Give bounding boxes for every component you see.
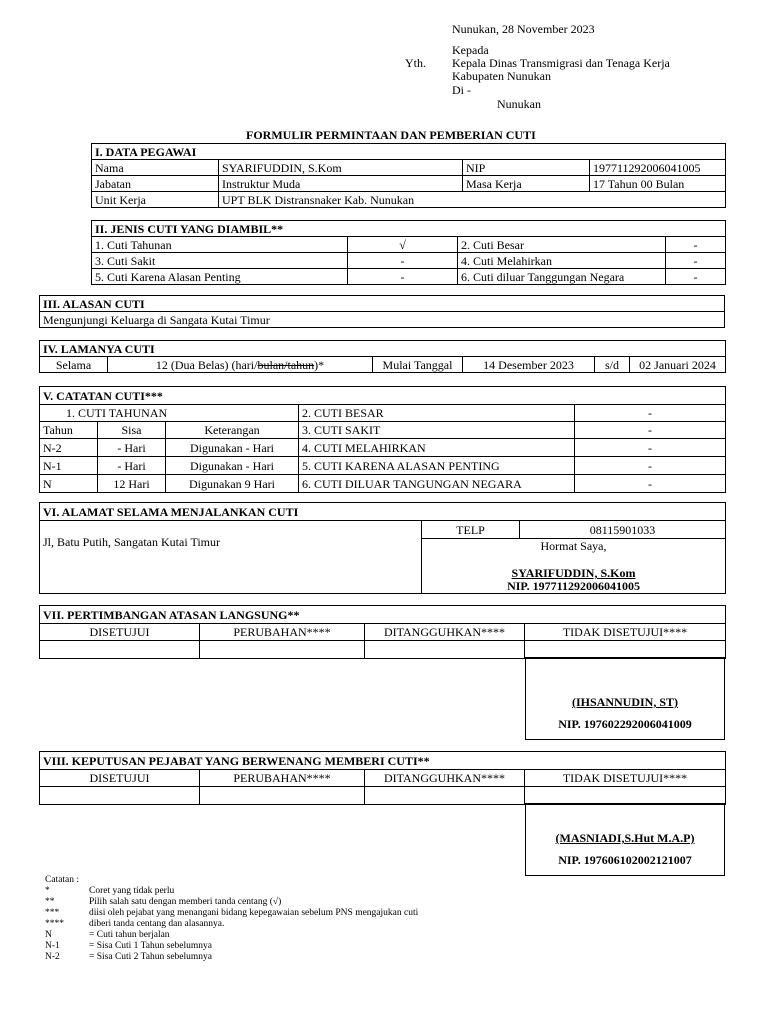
decision-cell[interactable] xyxy=(40,641,200,659)
applicant-nip: NIP. 197711292006041005 xyxy=(507,579,640,593)
yth-label: Yth. xyxy=(405,56,426,70)
leave-type-check[interactable]: - xyxy=(348,253,458,269)
note-text: Pilih salah satu dengan memberi tanda centang (√) xyxy=(89,897,282,907)
recipient-line1: Kepala Dinas Transmigrasi dan Tenaga Kerja xyxy=(452,56,670,70)
duration-value[interactable] xyxy=(108,357,373,373)
recipient-city: Nunukan xyxy=(497,97,541,111)
note-text: = Sisa Cuti 1 Tahun sebelumnya xyxy=(89,941,212,951)
keterangan-cell[interactable]: Digunakan - Hari xyxy=(166,457,299,475)
other-leave-label: 5. CUTI KARENA ALASAN PENTING xyxy=(299,457,575,475)
section-keputusan xyxy=(39,751,726,805)
note-key: N-1 xyxy=(45,941,60,951)
note-item xyxy=(45,908,418,919)
duration-strike: bulan/tahun xyxy=(257,357,315,372)
start-date[interactable]: 14 Desember 2023 xyxy=(463,357,595,373)
section6-header: VI. ALAMAT SELAMA MENJALANKAN CUTI xyxy=(40,503,726,521)
note-text: diisi oleh pejabat yang menangani bidang kepegawaian sebelum PNS mengajukan cuti xyxy=(89,908,419,918)
leave-type-label: 5. Cuti Karena Alasan Penting xyxy=(92,269,348,285)
place-date: Nunukan, 28 November 2023 xyxy=(452,22,595,36)
telp-value[interactable]: 08115901033 xyxy=(520,521,726,539)
decision-cell[interactable] xyxy=(40,787,200,805)
note-item xyxy=(45,886,418,897)
other-leave-label: 6. CUTI DILUAR TANGUNGAN NEGARA xyxy=(299,475,575,493)
leave-type-check[interactable]: - xyxy=(348,269,458,285)
note-item xyxy=(45,919,418,930)
other-leave-value[interactable]: - xyxy=(575,475,726,493)
note-text: diberi tanda centang dan alasannya. xyxy=(89,919,225,929)
leave-type-label: 6. Cuti diluar Tanggungan Negara xyxy=(458,269,666,285)
sisa-cell[interactable]: - Hari xyxy=(98,439,166,457)
official-name: (MASNIADI,S.Hut M.A.P) xyxy=(555,831,695,845)
nip-label: NIP xyxy=(463,160,590,176)
note-key: **** xyxy=(45,919,64,929)
supervisor-name: (IHSANNUDIN, ST) xyxy=(571,695,678,709)
section8-header: VIII. KEPUTUSAN PEJABAT YANG BERWENANG MEMBERI CUTI** xyxy=(40,752,726,770)
other-leave-value[interactable]: - xyxy=(575,457,726,475)
selama-label: Selama xyxy=(40,357,108,373)
section2-header: II. JENIS CUTI YANG DIAMBIL** xyxy=(92,221,726,237)
duration-suffix: )* xyxy=(314,357,325,372)
sd-label: s/d xyxy=(595,357,630,373)
nama-value[interactable]: SYARIFUDDIN, S.Kom xyxy=(219,160,463,176)
hormat-saya: Hormat Saya, xyxy=(540,539,607,553)
note-item xyxy=(45,930,418,941)
section-catatan-cuti xyxy=(39,386,726,493)
other-leave-label: 2. CUTI BESAR xyxy=(299,405,575,422)
official-nip: NIP. 197606102002121007 xyxy=(558,853,692,867)
section7-header: VII. PERTIMBANGAN ATASAN LANGSUNG** xyxy=(40,606,726,624)
col-tidak-disetujui: TIDAK DISETUJUI**** xyxy=(525,770,726,787)
leave-type-check[interactable]: √ xyxy=(348,237,458,253)
note-text: Coret yang tidak perlu xyxy=(89,886,175,896)
section-jenis-cuti xyxy=(91,220,726,285)
note-key: ** xyxy=(45,897,55,907)
jabatan-value[interactable]: Instruktur Muda xyxy=(219,176,463,192)
other-leave-value[interactable]: - xyxy=(575,439,726,457)
note-item xyxy=(45,941,418,952)
supervisor-nip: NIP. 197602292006041009 xyxy=(558,717,692,731)
leave-type-label: 2. Cuti Besar xyxy=(458,237,666,253)
nip-value[interactable]: 197711292006041005 xyxy=(590,160,726,176)
annual-leave-label: 1. CUTI TAHUNAN xyxy=(40,405,299,422)
col-ditangguhkan: DITANGGUHKAN**** xyxy=(365,770,525,787)
notes-title: Catatan : xyxy=(45,875,80,885)
keterangan-cell[interactable]: Digunakan - Hari xyxy=(166,439,299,457)
di-label: Di - xyxy=(452,83,471,97)
leave-type-label: 3. Cuti Sakit xyxy=(92,253,348,269)
section-data-pegawai xyxy=(91,143,726,208)
leave-type-label: 1. Cuti Tahunan xyxy=(92,237,348,253)
applicant-name: SYARIFUDDIN, S.Kom xyxy=(511,566,636,580)
duration-text: 12 (Dua Belas) (hari/ xyxy=(155,357,258,372)
decision-cell[interactable] xyxy=(200,787,365,805)
masa-kerja-value[interactable]: 17 Tahun 00 Bulan xyxy=(590,176,726,192)
unit-kerja-label: Unit Kerja xyxy=(92,192,219,208)
note-text: = Sisa Cuti 2 Tahun sebelumnya xyxy=(89,952,212,962)
telp-label: TELP xyxy=(422,521,520,539)
col-tidak-disetujui: TIDAK DISETUJUI**** xyxy=(525,624,726,641)
section-alasan-cuti xyxy=(39,295,725,328)
col-perubahan: PERUBAHAN**** xyxy=(200,770,365,787)
col-disetujui: DISETUJUI xyxy=(40,624,200,641)
col-disetujui: DISETUJUI xyxy=(40,770,200,787)
decision-cell[interactable] xyxy=(525,787,726,805)
decision-cell[interactable] xyxy=(525,641,726,659)
other-leave-value[interactable]: - xyxy=(575,405,726,422)
kepada-label: Kepada xyxy=(452,43,489,57)
section1-header: I. DATA PEGAWAI xyxy=(92,144,726,160)
supervisor-signature-box xyxy=(525,657,725,740)
applicant-signature xyxy=(422,539,726,594)
section4-header: IV. LAMANYA CUTI xyxy=(40,341,726,357)
leave-type-check[interactable]: - xyxy=(666,237,726,253)
note-key: N xyxy=(45,930,52,940)
section5-header: V. CATATAN CUTI*** xyxy=(40,387,726,405)
note-item xyxy=(45,897,418,908)
col-tahun: Tahun xyxy=(40,422,98,439)
col-perubahan: PERUBAHAN**** xyxy=(200,624,365,641)
unit-kerja-value[interactable]: UPT BLK Distransnaker Kab. Nunukan xyxy=(219,192,726,208)
note-key: N-2 xyxy=(45,952,60,962)
notes xyxy=(45,875,418,963)
tahun-cell: N-1 xyxy=(40,457,98,475)
decision-cell[interactable] xyxy=(200,641,365,659)
other-leave-label: 3. CUTI SAKIT xyxy=(299,422,575,439)
section-lamanya-cuti xyxy=(39,340,726,373)
address-value[interactable]: Jl, Batu Putih, Sangatan Kutai Timur xyxy=(40,521,422,594)
reason-value[interactable]: Mengunjungi Keluarga di Sangata Kutai Timur xyxy=(40,312,725,328)
other-leave-value[interactable]: - xyxy=(575,422,726,439)
leave-type-check[interactable]: - xyxy=(666,253,726,269)
recipient-line2: Kabupaten Nunukan xyxy=(452,69,551,83)
decision-cell[interactable] xyxy=(365,787,525,805)
note-item xyxy=(45,952,418,963)
other-leave-label: 4. CUTI MELAHIRKAN xyxy=(299,439,575,457)
section-alamat xyxy=(39,502,726,594)
end-date[interactable]: 02 Januari 2024 xyxy=(630,357,726,373)
nama-label: Nama xyxy=(92,160,219,176)
form-title: FORMULIR PERMINTAAN DAN PEMBERIAN CUTI xyxy=(246,128,536,142)
section-pertimbangan xyxy=(39,605,726,659)
keterangan-cell[interactable]: Digunakan 9 Hari xyxy=(166,475,299,493)
sisa-cell[interactable]: 12 Hari xyxy=(98,475,166,493)
decision-cell[interactable] xyxy=(365,641,525,659)
official-signature-box xyxy=(525,803,725,876)
leave-type-label: 4. Cuti Melahirkan xyxy=(458,253,666,269)
note-text: = Cuti tahun berjalan xyxy=(89,930,170,940)
jabatan-label: Jabatan xyxy=(92,176,219,192)
col-sisa: Sisa xyxy=(98,422,166,439)
mulai-tanggal-label: Mulai Tanggal xyxy=(373,357,463,373)
masa-kerja-label: Masa Kerja xyxy=(463,176,590,192)
section3-header: III. ALASAN CUTI xyxy=(40,296,725,312)
note-key: *** xyxy=(45,908,60,918)
tahun-cell: N-2 xyxy=(40,439,98,457)
leave-type-check[interactable]: - xyxy=(666,269,726,285)
col-ditangguhkan: DITANGGUHKAN**** xyxy=(365,624,525,641)
note-key: * xyxy=(45,886,50,896)
sisa-cell[interactable]: - Hari xyxy=(98,457,166,475)
tahun-cell: N xyxy=(40,475,98,493)
col-keterangan: Keterangan xyxy=(166,422,299,439)
